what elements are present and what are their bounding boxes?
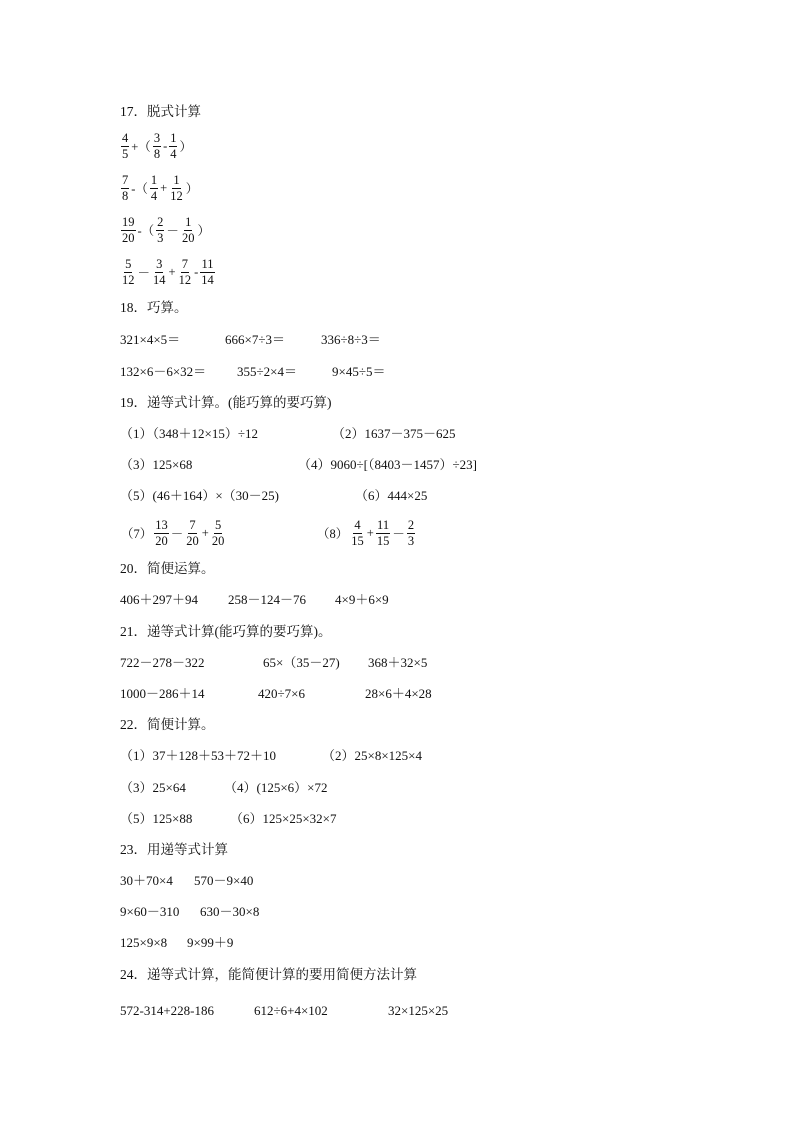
operator: ）	[185, 182, 199, 196]
q22-item: （4）(125×6）×72	[224, 780, 328, 795]
q18-item: 355÷2×4＝	[237, 364, 297, 379]
denominator: 12	[178, 272, 192, 287]
q24-item: 612÷6+4×102	[254, 1003, 328, 1018]
operator: －	[392, 527, 405, 541]
q23-item: 30＋70×4	[120, 873, 173, 888]
q19-item: （3）125×68	[120, 457, 193, 472]
q21-item: 368＋32×5	[368, 655, 428, 670]
fraction	[200, 257, 215, 288]
denominator: 8	[122, 188, 129, 203]
q23-item: 9×99＋9	[187, 935, 234, 950]
denominator: 4	[170, 146, 177, 161]
operator: -（	[137, 224, 155, 238]
numerator: 13	[155, 517, 168, 532]
numerator: 3	[153, 130, 161, 145]
denominator: 15	[351, 533, 364, 548]
fraction	[152, 257, 167, 288]
operator: -（	[131, 182, 148, 196]
fraction	[178, 257, 193, 288]
operator: -	[194, 264, 199, 279]
fraction	[150, 173, 158, 204]
numerator: 5	[125, 256, 132, 271]
q19-row-1	[120, 423, 680, 445]
q19-row-3	[120, 485, 680, 507]
fraction	[376, 518, 391, 549]
q22-row-1	[120, 745, 680, 767]
operator: ）	[179, 140, 192, 154]
q21-item: 65×（35－27)	[263, 655, 340, 670]
fraction	[156, 215, 164, 246]
numerator: 4	[122, 130, 129, 145]
operator: +	[168, 264, 176, 279]
q23-item: 125×9×8	[120, 935, 168, 950]
fraction	[350, 518, 365, 549]
operator: +	[201, 525, 209, 540]
q22-item: （6）125×25×32×7	[230, 811, 337, 826]
denominator: 4	[150, 188, 158, 203]
q18-item: 9×45÷5＝	[332, 364, 386, 379]
operator: ）	[197, 224, 210, 238]
q23-item: 9×60－310	[120, 904, 180, 919]
q24-item: 572-314+228-186	[120, 1003, 214, 1018]
q19-item: （6）444×25	[355, 488, 428, 503]
q19-row-2	[120, 454, 680, 476]
item-number: （8）	[317, 527, 349, 541]
q17-expression-1	[120, 128, 193, 164]
numerator: 7	[181, 256, 188, 271]
q23-row-2	[120, 901, 680, 923]
q22-row-3	[120, 808, 680, 830]
numerator: 7	[189, 517, 196, 532]
item-number: （7）	[121, 527, 153, 541]
fraction	[154, 518, 169, 549]
numerator: 1	[185, 214, 192, 229]
operator: －	[166, 224, 179, 238]
q22-item: （3）25×64	[120, 780, 186, 795]
denominator: 15	[376, 533, 390, 548]
q18-item: 666×7÷3＝	[225, 332, 285, 347]
q19-item: （2）1637－375－625	[332, 426, 456, 441]
q24-row-1	[120, 1000, 680, 1022]
q23-item: 630－30×8	[200, 904, 260, 919]
q19-item: （1）（348＋12×15）÷12	[120, 426, 258, 441]
q23-item: 570－9×40	[194, 873, 254, 888]
denominator: 5	[122, 146, 129, 161]
operator: +	[160, 180, 168, 195]
numerator: 5	[214, 517, 222, 532]
numerator: 3	[156, 256, 163, 271]
q22-item: （2）25×8×125×4	[322, 748, 422, 763]
q18-row-2	[120, 361, 680, 383]
numerator: 19	[122, 214, 135, 229]
fraction	[169, 173, 184, 204]
fraction	[153, 131, 161, 162]
fraction	[121, 257, 136, 288]
denominator: 14	[201, 272, 214, 287]
q19-title: 19．递等式计算。(能巧算的要巧算)	[120, 395, 332, 410]
denominator: 20	[181, 230, 195, 245]
q21-item: 1000－286＋14	[120, 686, 205, 701]
q21-item: 420÷7×6	[258, 686, 305, 701]
denominator: 20	[155, 533, 168, 548]
denominator: 12	[122, 272, 135, 287]
q20-item: 258－124－76	[228, 592, 307, 607]
q22-item: （5）125×88	[120, 811, 193, 826]
q20-item: 406＋297＋94	[120, 592, 199, 607]
denominator: 20	[122, 230, 135, 245]
q23-title: 23．用递等式计算	[120, 842, 228, 857]
fraction	[121, 215, 136, 246]
numerator: 7	[122, 172, 129, 187]
q18-row-1	[120, 329, 680, 351]
numerator: 1	[150, 172, 158, 187]
fraction	[121, 131, 129, 162]
operator: －	[137, 266, 151, 280]
q22-title: 22．简便计算。	[120, 717, 215, 732]
fraction	[407, 518, 415, 549]
q24-item: 32×125×25	[388, 1003, 449, 1018]
denominator: 12	[170, 188, 183, 203]
q17-expression-3	[120, 212, 211, 248]
q18-item: 321×4×5＝	[120, 332, 181, 347]
denominator: 20	[186, 533, 199, 548]
q23-row-1	[120, 870, 680, 892]
numerator: 2	[407, 517, 415, 532]
q20-item: 4×9＋6×9	[335, 592, 389, 607]
q18-title: 18．巧算。	[120, 300, 188, 315]
q23-row-3	[120, 932, 680, 954]
operator: +（	[131, 140, 151, 154]
q19-item-8	[316, 518, 416, 549]
q22-item: （1）37＋128＋53＋72＋10	[120, 748, 277, 763]
operator: -	[163, 138, 168, 153]
q19-item: （5）(46＋164）×（30－25)	[120, 488, 279, 503]
q18-item: 132×6－6×32＝	[120, 364, 207, 379]
numerator: 2	[157, 214, 164, 229]
denominator: 14	[153, 272, 166, 287]
fraction	[169, 131, 177, 162]
q21-row-1	[120, 652, 680, 674]
q19-item-7	[120, 518, 226, 549]
denominator: 3	[407, 533, 415, 548]
denominator: 8	[153, 146, 161, 161]
q20-row-1	[120, 589, 680, 611]
denominator: 20	[211, 533, 225, 548]
q22-row-2	[120, 777, 680, 799]
q19-item: （4）9060÷[（8403－1457）÷23]	[298, 457, 477, 472]
q21-item: 722－278－322	[120, 655, 205, 670]
q18-item: 336÷8÷3＝	[321, 332, 381, 347]
fraction	[211, 518, 226, 549]
q21-row-2	[120, 683, 680, 705]
q21-title: 21．递等式计算(能巧算的要巧算)。	[120, 624, 332, 639]
operator: +	[366, 525, 374, 540]
fraction	[185, 518, 200, 549]
q20-title: 20．简便运算。	[120, 561, 215, 576]
q21-item: 28×6＋4×28	[365, 686, 432, 701]
q24-title: 24．递等式计算，能简便计算的要用简便方法计算	[120, 967, 417, 982]
q19-fraction-row	[120, 515, 680, 551]
numerator: 1	[170, 130, 177, 145]
numerator: 1	[173, 172, 180, 187]
fraction	[181, 215, 196, 246]
fraction	[121, 173, 129, 204]
numerator: 4	[354, 517, 361, 532]
numerator: 11	[377, 517, 390, 532]
numerator: 11	[201, 256, 214, 271]
denominator: 3	[157, 230, 164, 245]
q17-title: 17．脱式计算	[120, 104, 201, 119]
q17-expression-2	[120, 170, 199, 206]
q17-expression-4	[120, 254, 216, 290]
operator: －	[170, 527, 184, 541]
